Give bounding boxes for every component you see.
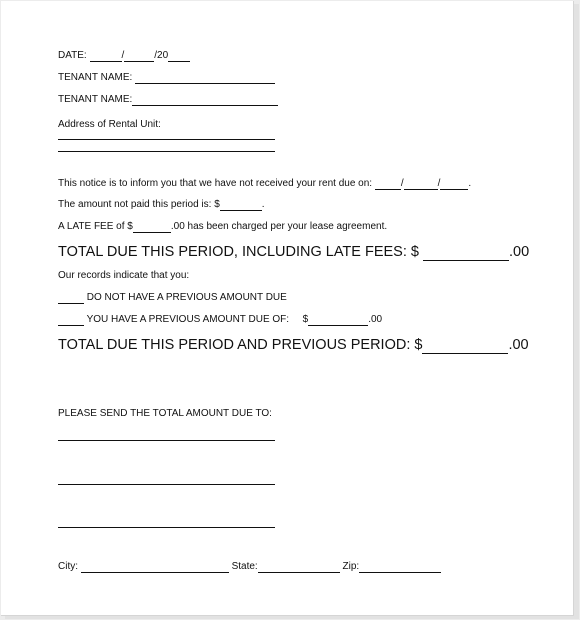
late-fee-cents: .00 [170, 221, 185, 232]
send-to-blank-3[interactable] [58, 527, 275, 528]
late-fee-dollar: $ [127, 221, 133, 232]
amount-unpaid-end: . [261, 199, 265, 210]
date-month-blank[interactable] [90, 51, 122, 62]
no-previous-option [58, 293, 287, 304]
late-fee-suffix: has been charged per your lease agreement. [187, 221, 388, 232]
city-label: City: [58, 561, 78, 572]
address-blank-2[interactable] [58, 151, 275, 152]
amount-unpaid-line [58, 200, 265, 211]
due-year-blank[interactable] [437, 178, 468, 190]
page-shadow-bottom [5, 616, 579, 619]
notice-line [58, 179, 471, 190]
total-late-fees-blank[interactable] [423, 245, 509, 261]
total-late-fees-line [58, 245, 529, 261]
total-previous-blank[interactable] [422, 338, 508, 354]
tenant-name-blank-2[interactable] [132, 95, 278, 106]
city-state-zip-line [58, 562, 441, 573]
page-shadow-right [574, 4, 579, 619]
tenant-name-line-2 [58, 95, 278, 106]
date-label: DATE: [58, 50, 87, 61]
notice-end: . [468, 178, 472, 189]
total-previous-line [58, 338, 529, 354]
date-day-blank[interactable] [121, 50, 154, 62]
total-previous-text: TOTAL DUE THIS PERIOD AND PREVIOUS PERIOD: $ [58, 337, 423, 353]
state-label: State: [231, 561, 258, 572]
due-day-blank[interactable] [404, 179, 438, 190]
document-page [1, 1, 574, 616]
late-fee-line [58, 222, 387, 233]
tenant-name-line-1 [58, 73, 275, 84]
due-month-blank[interactable] [375, 179, 401, 190]
records-text: Our records indicate that you: [58, 270, 190, 281]
date-slash: / [121, 50, 125, 61]
tenant-name-label-2: TENANT NAME: [58, 94, 133, 105]
date-year-blank[interactable] [168, 51, 190, 62]
zip-label: Zip: [342, 561, 360, 572]
no-previous-text: DO NOT HAVE A PREVIOUS AMOUNT DUE [86, 292, 287, 303]
previous-checkbox-blank[interactable] [58, 315, 84, 326]
date-line [58, 51, 190, 62]
total-previous-cents: .00 [508, 337, 529, 353]
zip-blank[interactable] [359, 562, 441, 573]
address-blank-1[interactable] [58, 139, 275, 140]
late-fee-blank[interactable] [133, 222, 171, 233]
send-to-blank-2[interactable] [58, 484, 275, 485]
notice-text: This notice is to inform you that we have not received your rent due on: [58, 178, 373, 189]
amount-unpaid-blank[interactable] [220, 200, 262, 211]
address-label: Address of Rental Unit: [58, 119, 161, 130]
previous-amount-text: YOU HAVE A PREVIOUS AMOUNT DUE OF: [86, 314, 290, 325]
no-previous-checkbox-blank[interactable] [58, 293, 84, 304]
notice-slash-2: / [437, 178, 441, 189]
total-late-fees-text: TOTAL DUE THIS PERIOD, INCLUDING LATE FEES: $ [58, 244, 419, 260]
send-to-blank-1[interactable] [58, 440, 275, 441]
tenant-name-blank-1[interactable] [135, 73, 275, 84]
send-to-text: PLEASE SEND THE TOTAL AMOUNT DUE TO: [58, 408, 272, 419]
previous-amount-option [58, 315, 382, 326]
city-blank[interactable] [81, 562, 229, 573]
previous-amount-blank[interactable] [308, 315, 368, 326]
amount-unpaid-text: The amount not paid this period is: $ [58, 199, 220, 210]
date-year-prefix: /20 [154, 50, 169, 61]
late-fee-prefix: A LATE FEE of [58, 221, 125, 232]
tenant-name-label-1: TENANT NAME: [58, 72, 133, 83]
previous-amount-cents: .00 [368, 314, 383, 325]
total-late-fees-cents: .00 [509, 244, 530, 260]
state-blank[interactable] [258, 562, 340, 573]
previous-amount-dollar: $ [302, 314, 309, 325]
notice-slash-1: / [400, 178, 404, 189]
